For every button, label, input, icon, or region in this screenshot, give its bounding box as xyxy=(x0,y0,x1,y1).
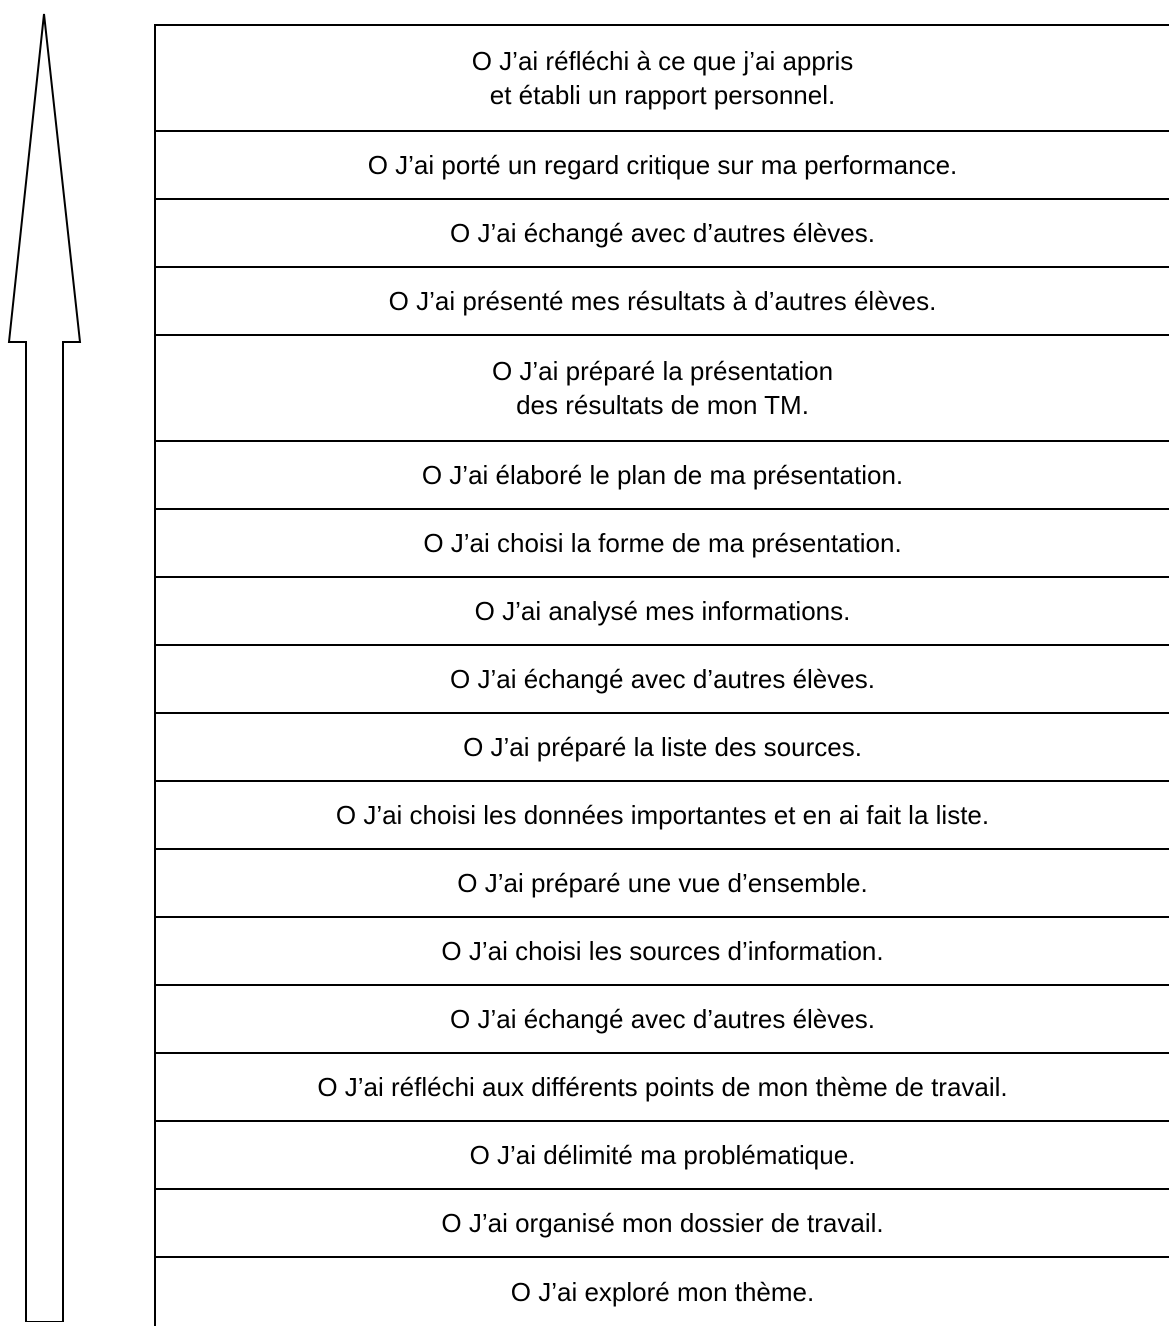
checklist-item-text: O J’ai réfléchi à ce que j’ai appris et établi un rapport personnel. xyxy=(471,46,854,110)
checklist-row xyxy=(156,1122,1169,1190)
checklist-row xyxy=(156,510,1169,578)
checklist-item-text: O J’ai présenté mes résultats à d’autres élèves. xyxy=(388,286,937,316)
checklist-item-text: O J’ai choisi les sources d’information. xyxy=(441,936,884,966)
checklist-row xyxy=(156,646,1169,714)
checklist-item-text: O J’ai porté un regard critique sur ma performance. xyxy=(367,150,958,180)
checklist-item-text: O J’ai délimité ma problématique. xyxy=(469,1140,856,1170)
checklist-item-text: O J’ai exploré mon thème. xyxy=(510,1277,815,1307)
checklist-item-text: O J’ai préparé la liste des sources. xyxy=(463,732,862,762)
checklist-row xyxy=(156,918,1169,986)
checklist-row xyxy=(156,442,1169,510)
checklist-row xyxy=(156,1258,1169,1326)
progress-arrow-icon xyxy=(0,0,90,1322)
checklist-item-text: O J’ai préparé la présentation des résultats de mon TM. xyxy=(491,356,834,420)
checklist-row xyxy=(156,782,1169,850)
checklist-row xyxy=(156,268,1169,336)
checklist-row xyxy=(156,336,1169,442)
checklist-row xyxy=(156,1190,1169,1258)
checklist-item-text: O J’ai analysé mes informations. xyxy=(474,596,851,626)
checklist-row xyxy=(156,714,1169,782)
checklist-row xyxy=(156,26,1169,132)
checklist-row xyxy=(156,850,1169,918)
checklist-row xyxy=(156,132,1169,200)
checklist-item-text: O J’ai échangé avec d’autres élèves. xyxy=(450,1004,875,1034)
checklist-table xyxy=(154,24,1169,1326)
checklist-item-text: O J’ai élaboré le plan de ma présentation. xyxy=(421,460,904,490)
checklist-row xyxy=(156,1054,1169,1122)
checklist-row xyxy=(156,578,1169,646)
checklist-row xyxy=(156,986,1169,1054)
checklist-item-text: O J’ai choisi la forme de ma présentation. xyxy=(423,528,902,558)
checklist-item-text: O J’ai préparé une vue d’ensemble. xyxy=(457,868,868,898)
checklist-item-text: O J’ai organisé mon dossier de travail. xyxy=(441,1208,884,1238)
checklist-item-text: O J’ai réfléchi aux différents points de mon thème de travail. xyxy=(317,1072,1008,1102)
checklist-item-text: O J’ai choisi les données importantes et en ai fait la liste. xyxy=(335,800,990,830)
checklist-item-text: O J’ai échangé avec d’autres élèves. xyxy=(450,664,875,694)
checklist-row xyxy=(156,200,1169,268)
checklist-item-text: O J’ai échangé avec d’autres élèves. xyxy=(450,218,875,248)
